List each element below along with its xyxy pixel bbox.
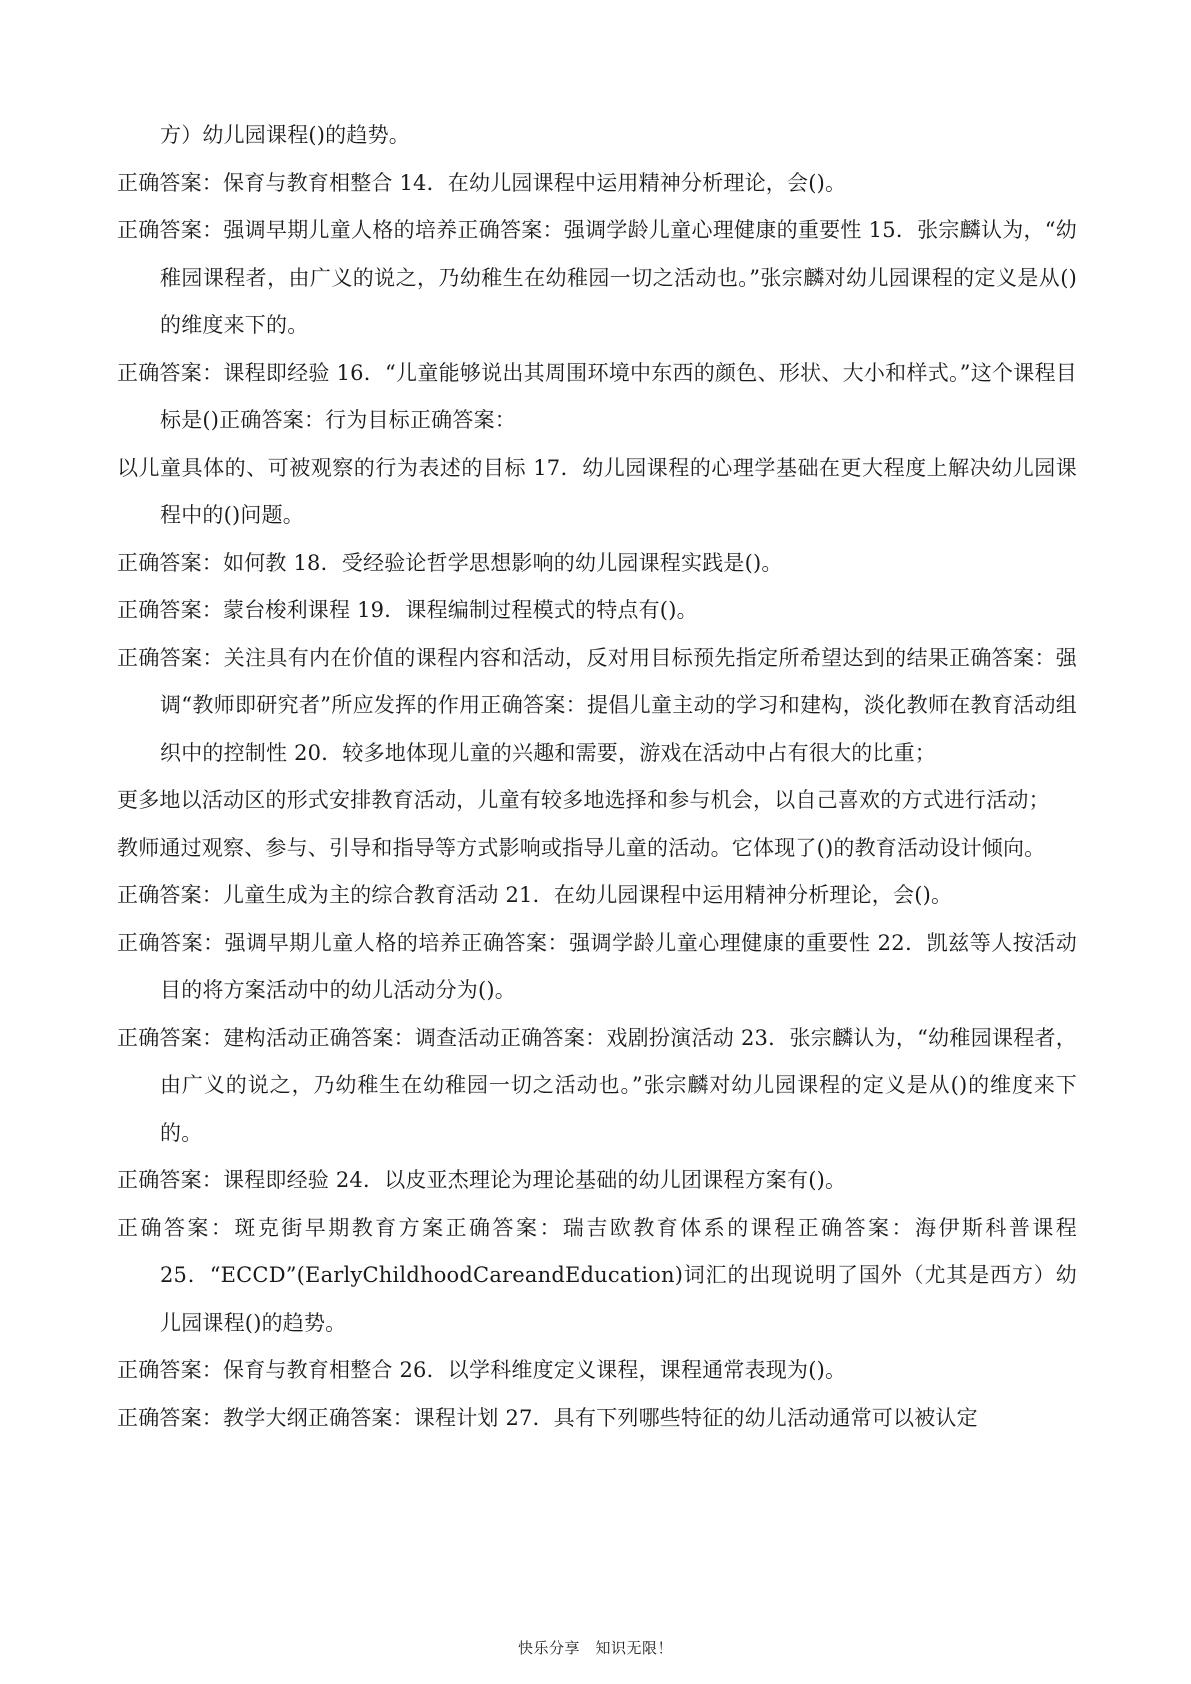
paragraph: 正确答案：保育与教育相整合 26．以学科维度定义课程，课程通常表现为()。	[117, 1358, 847, 1382]
paragraph-continuation: 方）幼儿园课程()的趋势。	[160, 123, 410, 147]
page-footer: 快乐分享 知识无限！	[517, 1639, 673, 1657]
paragraph: 正确答案：强调早期儿童人格的培养正确答案：强调学龄儿童心理健康的重要性 22．凯兹等人按活动目的将方案活动中的幼儿活动分为()。	[117, 930, 1077, 1002]
paragraph: 正确答案：建构活动正确答案：调查活动正确答案：戏剧扮演活动 23．张宗麟认为，“幼稚园课程者，由广义的说之，乃幼稚生在幼稚园一切之活动也。”张宗麟对幼儿园课程的定义是从()的维度来下的。	[117, 1025, 1077, 1145]
paragraph: 正确答案：如何教 18．受经验论哲学思想影响的幼儿园课程实践是()。	[117, 550, 783, 575]
paragraph: 更多地以活动区的形式安排教育活动，儿童有较多地选择和参与机会，以自己喜欢的方式进行活动；	[117, 788, 1050, 812]
paragraph: 以儿童具体的、可被观察的行为表述的目标 17．幼儿园课程的心理学基础在更大程度上解决幼儿园课程中的()问题。	[117, 455, 1077, 527]
paragraph: 正确答案：强调早期儿童人格的培养正确答案：强调学龄儿童心理健康的重要性 15．张宗麟认为，“幼稚园课程者，由广义的说之，乃幼稚生在幼稚园一切之活动也。”张宗麟对幼儿园课程的定义是从()的维度来下的。	[117, 218, 1077, 337]
paragraph: 正确答案：保育与教育相整合 14．在幼儿园课程中运用精神分析理论，会()。	[117, 170, 847, 195]
document-body	[117, 112, 1077, 1442]
paragraph: 正确答案：关注具有内在价值的课程内容和活动，反对用目标预先指定所希望达到的结果正确答案：强调“教师即研究者”所应发挥的作用正确答案：提倡儿童主动的学习和建构，淡化教师在教育活动组织中的控制性 20．较多地体现儿童的兴趣和需要，游戏在活动中占有很大的比重；	[117, 645, 1077, 765]
paragraph: 正确答案：蒙台梭利课程 19．课程编制过程模式的特点有()。	[117, 598, 698, 622]
paragraph: 正确答案：斑克街早期教育方案正确答案：瑞吉欧教育体系的课程正确答案：海伊斯科普课程 25．“ECCD”(EarlyChildhoodCareandEducation)词汇的出现说明了国外（尤其是西方）幼儿园课程()的趋势。	[117, 1215, 1077, 1335]
paragraph: 正确答案：教学大纲正确答案：课程计划 27．具有下列哪些特征的幼儿活动通常可以被认定	[117, 1405, 978, 1430]
paragraph: 正确答案：儿童生成为主的综合教育活动 21．在幼儿园课程中运用精神分析理论，会()。	[117, 883, 953, 907]
paragraph: 教师通过观察、参与、引导和指导等方式影响或指导儿童的活动。它体现了()的教育活动设计倾向。	[117, 835, 1046, 860]
paragraph: 正确答案：课程即经验 16．“儿童能够说出其周围环境中东西的颜色、形状、大小和样式。”这个课程目标是()正确答案：行为目标正确答案：	[117, 360, 1077, 432]
paragraph: 正确答案：课程即经验 24．以皮亚杰理论为理论基础的幼儿团课程方案有()。	[117, 1168, 847, 1192]
